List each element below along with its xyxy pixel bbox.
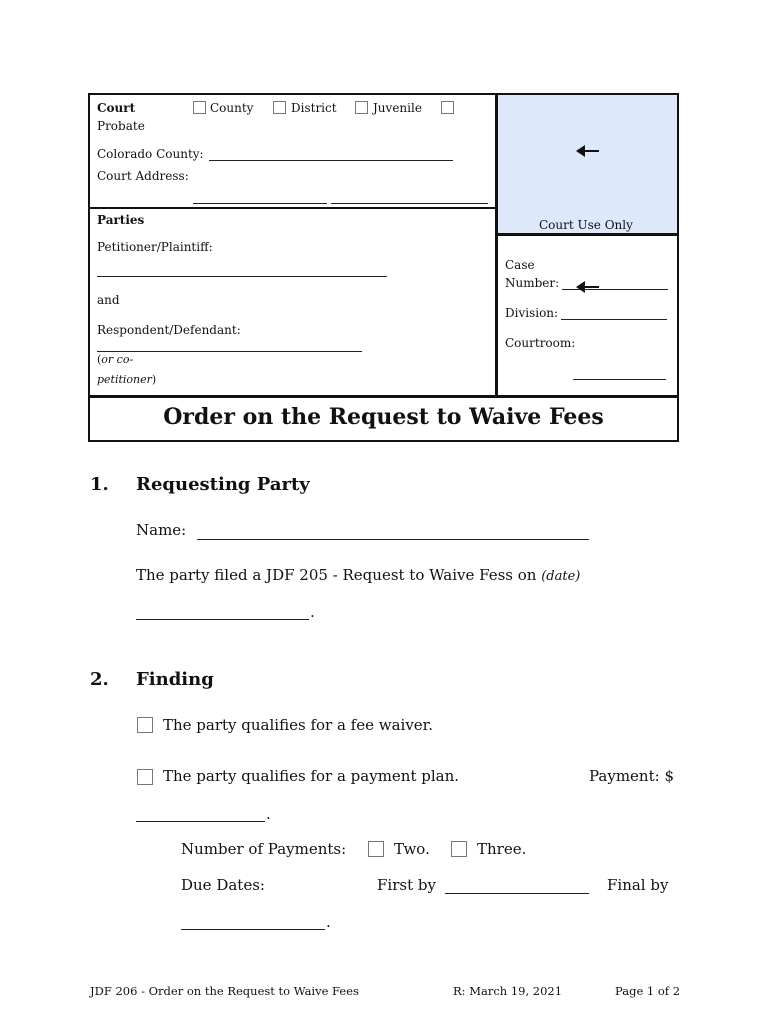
- filed-date-period: .: [310, 603, 315, 621]
- court-address-field-1[interactable]: [193, 203, 327, 204]
- filed-text: [136, 566, 580, 584]
- first-by-field[interactable]: [445, 893, 589, 894]
- first-by-label: First by: [377, 876, 436, 894]
- case-arrow-left-icon: [576, 278, 600, 296]
- payment-plan-label: The party qualifies for a payment plan.: [163, 767, 460, 785]
- court-address-field-2[interactable]: [331, 203, 488, 204]
- footer-page-number: Page 1 of 2: [615, 984, 681, 998]
- fee-waiver-label: The party qualifies for a fee waiver.: [163, 716, 433, 734]
- courtroom-label: Courtroom:: [505, 336, 576, 350]
- final-by-label: Final by: [607, 876, 669, 894]
- payment-amount-field[interactable]: [136, 821, 265, 822]
- co-petitioner-open: (: [97, 353, 102, 366]
- colorado-county-label: Colorado County:: [97, 147, 204, 161]
- payment-amount-period: .: [266, 805, 271, 823]
- two-payments-checkbox[interactable]: [368, 841, 384, 857]
- three-payments-label: Three.: [477, 840, 527, 858]
- filed-text-main: The party filed a JDF 205 - Request to Waive Fess on: [136, 566, 537, 584]
- probate-label: Probate: [97, 119, 145, 133]
- page-title: Order on the Request to Waive Fees: [163, 404, 604, 430]
- and-label: and: [97, 293, 120, 307]
- case-label-line2: Number:: [505, 276, 560, 290]
- county-label: County: [210, 101, 254, 115]
- arrow-left-icon: [576, 142, 600, 160]
- caption-divider-right: [496, 233, 679, 236]
- footer-form-name: JDF 206 - Order on the Request to Waive Fees: [90, 984, 359, 998]
- co-petitioner-close: ): [151, 373, 157, 386]
- two-payments-label: Two.: [394, 840, 430, 858]
- section1-heading: Requesting Party: [136, 474, 310, 495]
- date-hint: (date): [541, 569, 581, 584]
- court-address-label: Court Address:: [97, 169, 189, 183]
- section2-number: 2.: [90, 669, 109, 690]
- parties-heading: Parties: [97, 213, 145, 227]
- three-payments-checkbox[interactable]: [451, 841, 467, 857]
- final-by-field[interactable]: [181, 929, 325, 930]
- court-heading: Court: [97, 101, 136, 115]
- fee-waiver-checkbox[interactable]: [137, 717, 153, 733]
- final-by-period: .: [326, 913, 331, 931]
- case-label-line1: Case: [505, 258, 535, 272]
- court-use-only-label: Court Use Only: [539, 218, 633, 232]
- caption-divider-left: [88, 207, 496, 209]
- filed-date-field[interactable]: [136, 619, 309, 620]
- co-petitioner-note: [97, 350, 177, 390]
- juvenile-checkbox[interactable]: [355, 101, 368, 114]
- number-of-payments-label: Number of Payments:: [181, 840, 347, 858]
- colorado-county-field[interactable]: [209, 160, 453, 161]
- footer-revision: R: March 19, 2021: [453, 984, 563, 998]
- co-petitioner-text: or co-petitioner: [97, 353, 152, 386]
- juvenile-label: Juvenile: [373, 101, 422, 115]
- name-field[interactable]: [197, 539, 589, 540]
- district-checkbox[interactable]: [273, 101, 286, 114]
- district-label: District: [291, 101, 337, 115]
- due-dates-label: Due Dates:: [181, 876, 265, 894]
- petitioner-label: Petitioner/Plaintiff:: [97, 240, 213, 254]
- respondent-label: Respondent/Defendant:: [97, 323, 241, 337]
- division-field[interactable]: [561, 319, 667, 320]
- probate-checkbox[interactable]: [441, 101, 454, 114]
- name-label: Name:: [136, 521, 187, 539]
- courtroom-field[interactable]: [573, 379, 666, 380]
- division-label: Division:: [505, 306, 559, 320]
- county-checkbox[interactable]: [193, 101, 206, 114]
- section2-heading: Finding: [136, 669, 214, 690]
- section1-number: 1.: [90, 474, 109, 495]
- court-use-only-area: [498, 95, 677, 233]
- petitioner-field[interactable]: [97, 276, 387, 277]
- payment-plan-checkbox[interactable]: [137, 769, 153, 785]
- payment-amount-label: Payment: $: [589, 767, 674, 785]
